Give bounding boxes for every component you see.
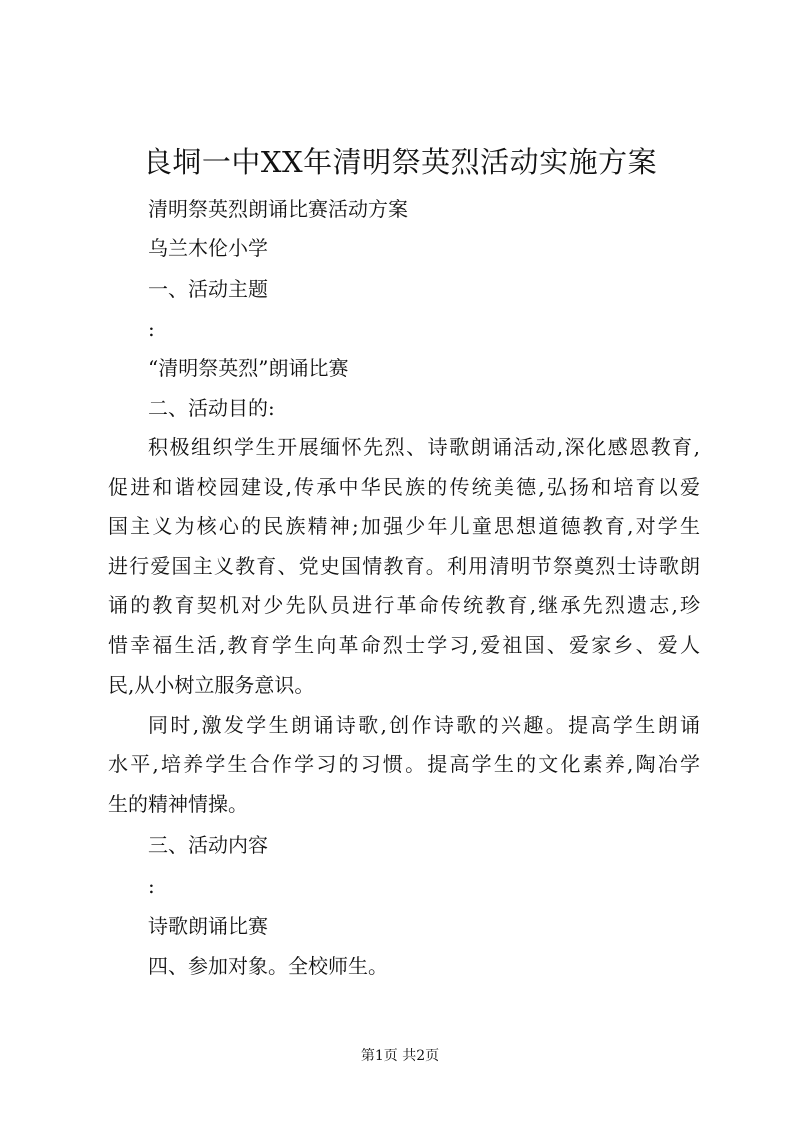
section4-heading: 四、参加对象。全校师生。 [148,954,388,978]
section2-para2-line: 同时,激发学生朗诵诗歌,创作诗歌的兴趣。提高学生朗诵 [148,713,700,737]
section2-para2-line: 水平,培养学生合作学习的习惯。提高学生的文化素养,陶冶学 [108,752,700,776]
subtitle: 清明祭英烈朗诵比赛活动方案 [148,197,408,221]
school-name: 乌兰木伦小学 [148,236,268,260]
section2-para1-line: 进行爱国主义教育、党史国情教育。利用清明节祭奠烈士诗歌朗 [108,554,700,578]
section2-para1-line: 促进和谐校园建设,传承中华民族的传统美德,弘扬和培育以爱 [108,475,700,499]
section1-heading: 一、活动主题 [148,277,268,301]
document-title: 良垌一中XX年清明祭英烈活动实施方案 [142,145,658,179]
section2-para1-line: 国主义为核心的民族精神;加强少年儿童思想道德教育,对学生 [108,514,700,538]
section2-para2-line: 生的精神情操。 [108,792,248,816]
section2-para1-line: 惜幸福生活,教育学生向革命烈士学习,爱祖国、爱家乡、爱人 [108,633,700,657]
section3-heading: 三、活动内容 [148,833,268,857]
section2-para1-line: 积极组织学生开展缅怀先烈、诗歌朗诵活动,深化感恩教育, [148,435,700,459]
section1-content: “清明祭英烈”朗诵比赛 [148,356,349,380]
section1-colon: : [148,317,155,341]
section2-heading: 二、活动目的: [148,396,275,420]
section3-content: 诗歌朗诵比赛 [148,914,268,938]
page-footer: 第1页 共2页 [360,1048,440,1064]
section2-para1-line: 民,从小树立服务意识。 [108,673,315,697]
section2-para1-line: 诵的教育契机对少先队员进行革命传统教育,继承先烈遗志,珍 [108,593,700,617]
section3-colon: : [148,874,155,898]
